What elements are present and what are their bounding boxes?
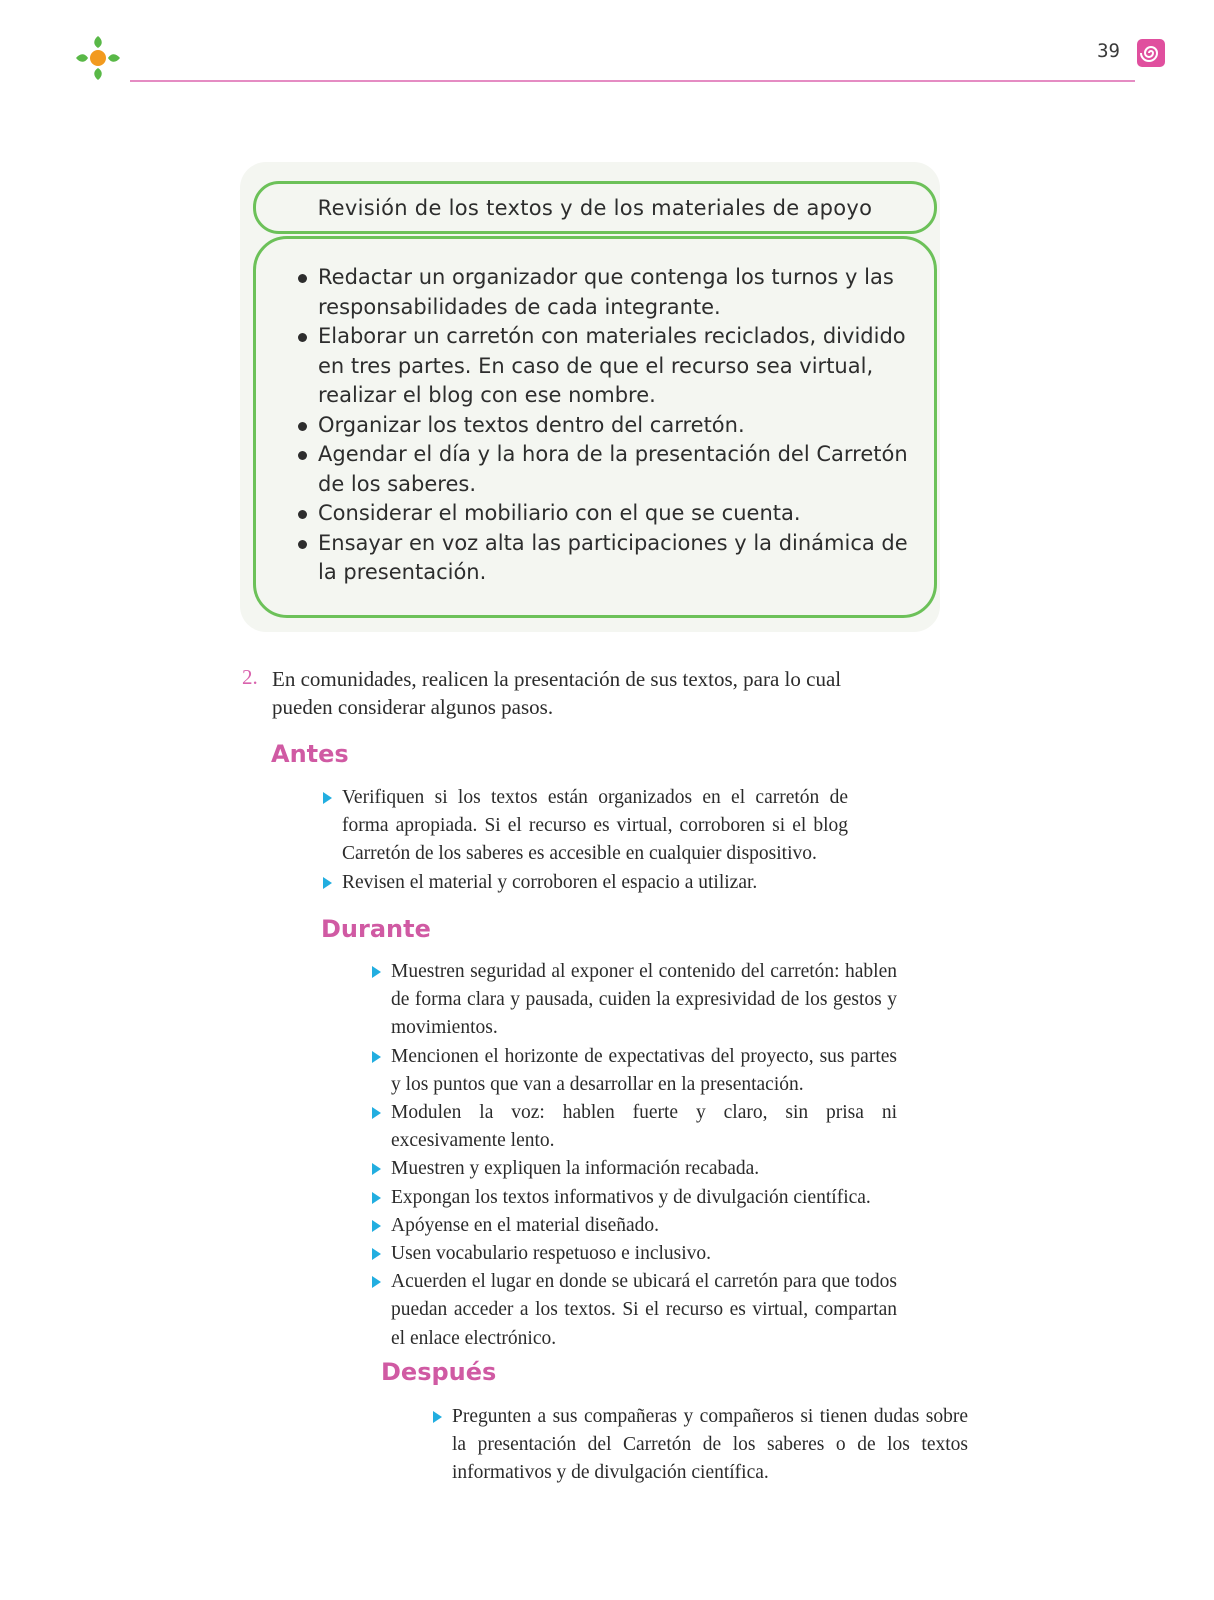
bullet-dot-icon bbox=[298, 422, 307, 431]
list-item: Mencionen el horizonte de expectativas del proyecto, sus partes y los puntos que van a desarrollar en la presentación. bbox=[369, 1043, 897, 1099]
triangle-bullet-icon bbox=[433, 1411, 442, 1423]
list-item: Verifiquen si los textos están organizados en el carretón de forma apropiada. Si el recurso es virtual, corroboren si el blog Carretón de los saberes es accesible en cualquier dispositivo. bbox=[320, 784, 848, 869]
spiral-ornament-icon bbox=[1136, 38, 1166, 68]
list-item: Redactar un organizador que contenga los turnos y las responsabilidades de cada integrante. bbox=[298, 263, 910, 322]
list-item: Considerar el mobiliario con el que se cuenta. bbox=[298, 499, 910, 529]
list-item: Muestren y expliquen la información recabada. bbox=[369, 1155, 897, 1183]
bullet-dot-icon bbox=[298, 333, 307, 342]
triangle-bullet-icon bbox=[372, 1107, 381, 1119]
bullet-dot-icon bbox=[298, 540, 307, 549]
review-panel-title: Revisión de los textos y de los materiales de apoyo bbox=[253, 181, 937, 234]
triangle-bullet-icon bbox=[372, 966, 381, 978]
question-text: En comunidades, realicen la presentación de sus textos, para lo cual pueden considerar algunos pasos. bbox=[272, 667, 842, 719]
heading-despues: Después bbox=[381, 1358, 497, 1386]
bullet-dot-icon bbox=[298, 451, 307, 460]
list-item: Elaborar un carretón con materiales reciclados, dividido en tres partes. En caso de que el recurso sea virtual, realizar el blog con ese nombre. bbox=[298, 322, 910, 411]
list-item: Organizar los textos dentro del carretón. bbox=[298, 411, 910, 441]
heading-antes: Antes bbox=[271, 740, 349, 768]
triangle-bullet-icon bbox=[372, 1192, 381, 1204]
review-list bbox=[298, 263, 910, 588]
triangle-bullet-icon bbox=[372, 1163, 381, 1175]
list-item: Revisen el material y corroboren el espacio a utilizar. bbox=[320, 869, 848, 897]
triangle-bullet-icon bbox=[372, 1220, 381, 1232]
list-item: Agendar el día y la hora de la presentación del Carretón de los saberes. bbox=[298, 440, 910, 499]
list-item: Usen vocabulario respetuoso e inclusivo. bbox=[369, 1240, 897, 1268]
page-number: 39 bbox=[1097, 40, 1120, 62]
antes-list bbox=[320, 784, 848, 897]
triangle-bullet-icon bbox=[323, 792, 332, 804]
review-panel-body bbox=[253, 236, 937, 618]
list-item: Modulen la voz: hablen fuerte y claro, sin prisa ni excesivamente lento. bbox=[369, 1099, 897, 1155]
list-item: Acuerden el lugar en donde se ubicará el carretón para que todos puedan acceder a los textos. Si el recurso es virtual, compartan el enlace electrónico. bbox=[369, 1268, 897, 1353]
header-divider bbox=[130, 80, 1135, 82]
list-item: Ensayar en voz alta las participaciones y la dinámica de la presentación. bbox=[298, 529, 910, 588]
triangle-bullet-icon bbox=[372, 1276, 381, 1288]
list-item: Pregunten a sus compañeras y compañeros si tienen dudas sobre la presentación del Carretón de los saberes o de los textos informativos y de divulgación científica. bbox=[430, 1403, 968, 1488]
list-item: Muestren seguridad al exponer el contenido del carretón: hablen de forma clara y pausada, cuiden la expresividad de los gestos y movimientos. bbox=[369, 958, 897, 1043]
triangle-bullet-icon bbox=[323, 877, 332, 889]
triangle-bullet-icon bbox=[372, 1248, 381, 1260]
logo-icon bbox=[70, 30, 126, 86]
bullet-dot-icon bbox=[298, 274, 307, 283]
list-item: Apóyense en el material diseñado. bbox=[369, 1212, 897, 1240]
durante-list bbox=[369, 958, 897, 1353]
question-number: 2. bbox=[242, 665, 258, 689]
heading-durante: Durante bbox=[321, 915, 431, 943]
despues-list bbox=[430, 1403, 968, 1488]
triangle-bullet-icon bbox=[372, 1051, 381, 1063]
bullet-dot-icon bbox=[298, 510, 307, 519]
list-item: Expongan los textos informativos y de divulgación científica. bbox=[369, 1184, 897, 1212]
